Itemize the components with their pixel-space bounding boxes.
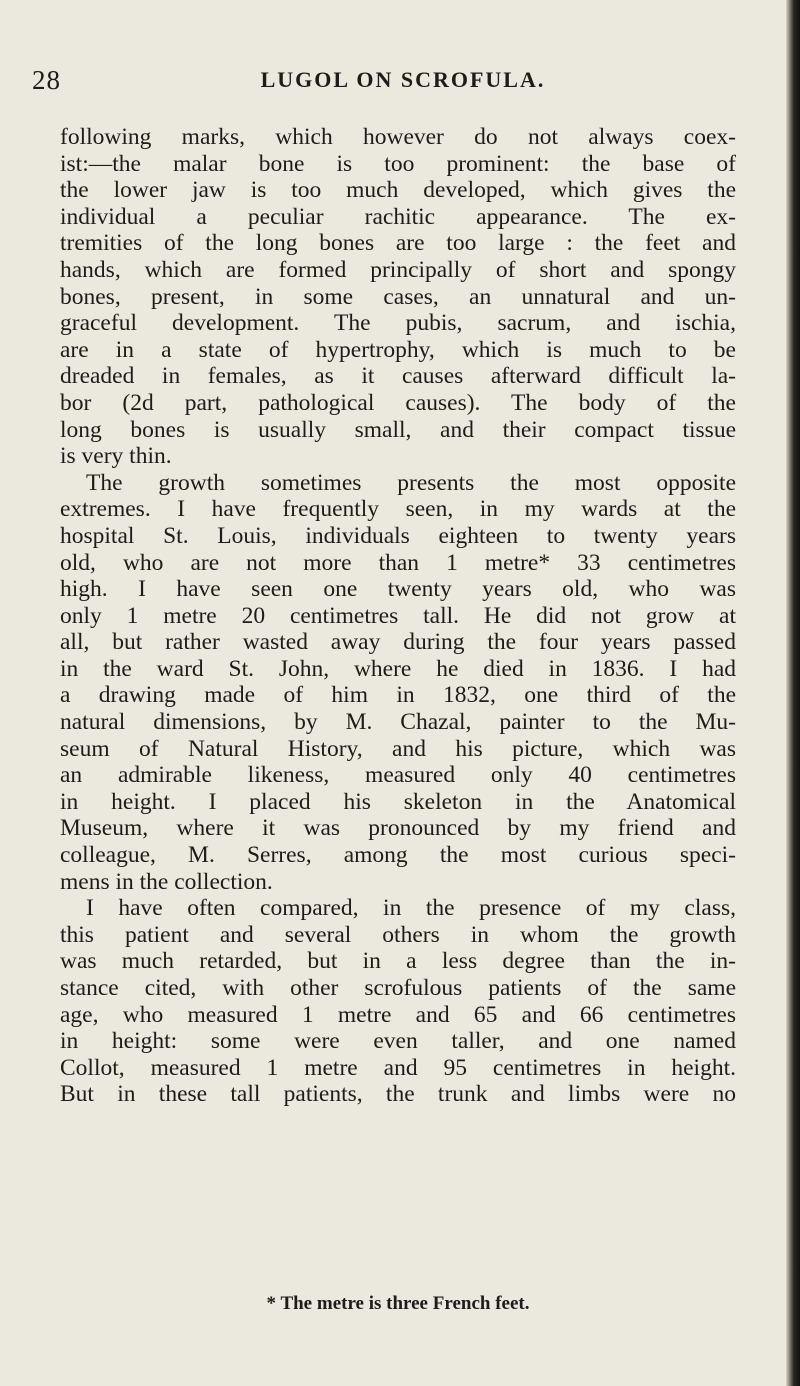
text-line: dreaded in females, as it causes afterward difficult la- <box>60 363 736 390</box>
text-line: old, who are not more than 1 metre* 33 centimetres <box>60 549 736 576</box>
text-line: bones, present, in some cases, an unnatural and un- <box>60 283 736 310</box>
text-line: following marks, which however do not always coex- <box>60 124 736 150</box>
text-line: the lower jaw is too much developed, which gives the <box>60 177 736 204</box>
text-line: graceful development. The pubis, sacrum, and ischia, <box>60 310 736 337</box>
page-number: 28 <box>32 65 61 95</box>
text-line: extremes. I have frequently seen, in my wards at the <box>60 496 736 523</box>
text-line: a drawing made of him in 1832, one third of the <box>60 682 736 709</box>
text-line: mens in the collection. <box>60 868 273 895</box>
footnote: * The metre is three French feet. <box>266 1293 530 1314</box>
text-line: tremities of the long bones are too large : the feet and <box>60 230 736 257</box>
text-line: The growth sometimes presents the most opposite <box>86 469 736 496</box>
text-line: age, who measured 1 metre and 65 and 66 centimetres <box>60 1001 736 1028</box>
text-line: an admirable likeness, measured only 40 centimetres <box>60 762 736 789</box>
binding-edge <box>786 0 800 1386</box>
text-line: only 1 metre 20 centimetres tall. He did not grow at <box>60 602 736 629</box>
text-line: hands, which are formed principally of short and spongy <box>60 256 736 283</box>
text-line: was much retarded, but in a less degree than the in- <box>60 948 736 975</box>
text-line: this patient and several others in whom the growth <box>60 921 736 948</box>
page-header <box>32 60 744 100</box>
text-line: Collot, measured 1 metre and 95 centimetres in height. <box>60 1054 736 1081</box>
body-text <box>60 124 736 1108</box>
text-line: ist:—the malar bone is too prominent: the base of <box>60 150 736 177</box>
text-line: in height. I placed his skeleton in the Anatomical <box>60 788 736 815</box>
text-line: are in a state of hypertrophy, which is much to be <box>60 336 736 363</box>
text-line: But in these tall patients, the trunk and limbs were no <box>60 1081 736 1108</box>
text-line: I have often compared, in the presence of my class, <box>86 895 736 922</box>
text-line: bor (2d part, pathological causes). The body of the <box>60 389 736 416</box>
text-line: high. I have seen one twenty years old, who was <box>60 576 736 603</box>
text-line: stance cited, with other scrofulous patients of the same <box>60 975 736 1001</box>
text-line: long bones is usually small, and their compact tissue <box>60 416 736 443</box>
text-line: natural dimensions, by M. Chazal, painter to the Mu- <box>60 709 736 736</box>
text-line: seum of Natural History, and his picture, which was <box>60 735 736 762</box>
text-line: in height: some were even taller, and one named <box>60 1028 736 1055</box>
text-line: all, but rather wasted away during the four years passed <box>60 629 736 656</box>
text-line: colleague, M. Serres, among the most curious speci- <box>60 842 736 869</box>
text-line: individual a peculiar rachitic appearance. The ex- <box>60 203 736 230</box>
text-line: is very thin. <box>60 443 172 470</box>
running-head: LUGOL ON SCROFULA. <box>260 67 546 92</box>
text-line: Museum, where it was pronounced by my friend and <box>60 815 736 842</box>
text-line: hospital St. Louis, individuals eighteen to twenty years <box>60 522 736 549</box>
text-line: in the ward St. John, where he died in 1836. I had <box>60 655 736 682</box>
